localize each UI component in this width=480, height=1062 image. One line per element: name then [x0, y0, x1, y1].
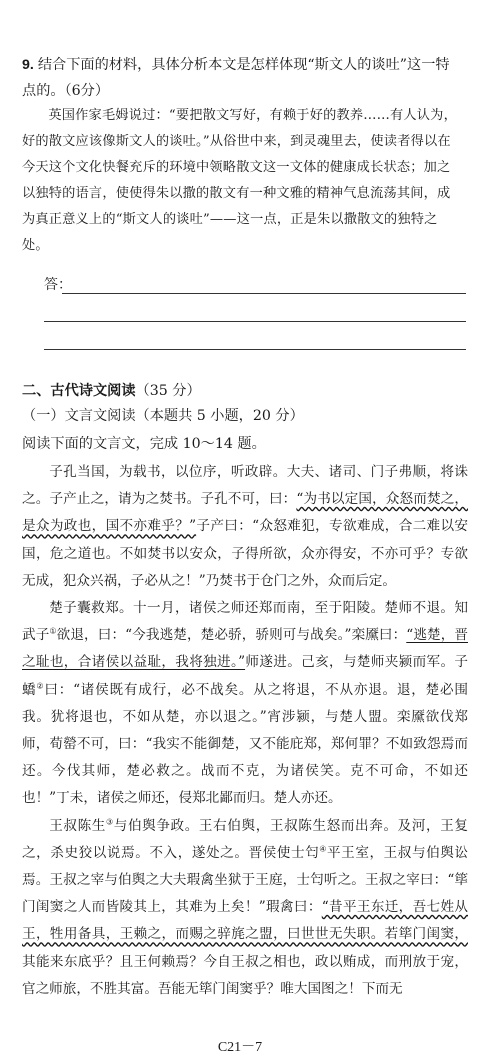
page-footer: C21－7: [217, 1040, 263, 1055]
p3-text-a: 王叔陈生: [49, 817, 106, 834]
answer-line-2[interactable]: [44, 321, 466, 322]
p2-text-c: 师遂进。己亥，与楚师夹颍而军。子蟜: [22, 654, 468, 698]
paragraph-2: [22, 595, 468, 813]
footnote-marker-2: ②: [36, 681, 45, 691]
paragraph-3: [22, 813, 468, 1003]
classical-text: [22, 459, 468, 1003]
p3-text-b: 与伯舆争政。王右伯舆，王叔陈生怒而出奔。及河，王复之，杀史狡以说焉。不入，遂处之。晋侯使士匄: [22, 817, 469, 861]
p3-underlined-sentence: “昔平王东迁，吾七姓从王，牲用备具，王赖之，而赐之骍旄之盟，曰世世无失职。若筚门闺窦，: [22, 899, 468, 943]
p2-text-a: 楚子囊救郑。十一月，诸侯之师还郑而南，至于阳陵。楚师不退。知武子: [22, 600, 468, 644]
question-text: 结合下面的材料，具体分析本文是怎样体现“斯文人的谈吐”这一特点的。（6分）: [22, 57, 450, 99]
footnote-marker-4: ④: [319, 844, 328, 854]
answer-line-1[interactable]: [62, 293, 466, 294]
answer-label: 答：: [44, 277, 72, 293]
p3-text-d: 其能来东底乎？且王何赖焉？今自王叔之相也，政以贿成，而刑放于宠，官之师旅，不胜其富。吾能无筚门闺窦乎？唯大国图之！下而无: [22, 953, 468, 997]
p2-underlined-sentence: “逃楚，晋之耻也，合诸侯以益耻，我将独进。”: [22, 627, 469, 671]
answer-line-3[interactable]: [44, 349, 466, 350]
section-title: [22, 378, 201, 404]
p3-text-c: 平王室，王叔与伯舆讼焉。王叔之宰与伯舆之大夫瑕禽坐狱于王庭，士匄听之。王叔之宰曰：“筚门闺窦之人而皆陵其上，其难为上矣！”瑕禽曰：: [22, 844, 469, 916]
question-9: [22, 52, 462, 104]
p1-text-b: 子产曰：“众怒难犯，专欲难成，合二难以安国，危之道也。不如焚书以安众，子得所欲，众亦得安，不亦可乎？专欲无成，犯众兴祸，子必从之！”乃焚书于仓门之外，众而后定。: [22, 518, 469, 589]
material-text: 英国作家毛姆说过：“要把散文写好，有赖于好的教养……有人认为，好的散文应该像斯文人的谈吐。”从俗世中来，到灵魂里去，使读者得以在今天这个文化快餐充斥的环境中领略散文这一文体的健康成长状态；加之以独特的语言，使使得朱以撒的散文有一种文雅的精神气息流荡其间，成为真正意义上的“斯文人的谈吐”——这一点，正是朱以撒散文的独特之处。: [22, 108, 457, 253]
footnote-marker-1: ①: [49, 626, 57, 636]
subsection-title: （一）文言文阅读（本题共 5 小题，20 分）: [22, 408, 304, 424]
p1-text-a: 子孔当国，为载书，以位序，听政辟。大夫、诸司、门子弗顺，将诛之。子产止之，请为之焚书。子孔不可，曰：: [22, 464, 468, 508]
paragraph-1: [22, 459, 468, 595]
p2-text-d: 曰：“诸侯既有成行，必不战矣。从之将退，不从亦退。退，楚必围我。犹将退也，不如从楚，亦以退之。”宵涉颍，与楚人盟。栾黡欲伐郑师，荀罃不可，曰：“我实不能御楚，又不能庇郑，郑何罪？不如致怨焉而还。今伐其师，楚必救之。战而不克，为诸侯笑。克不可命，不如还也！”丁未，诸侯之师还，侵郑北鄙而归。楚人亦还。: [22, 681, 469, 807]
p2-text-b: 欲退，曰：“今我逃楚，楚必骄，骄则可与战矣。”栾黡曰：: [56, 627, 407, 644]
material-passage: [22, 103, 462, 259]
p1-underlined-sentence: “为书以定国，众怒而焚之，是众为政也，国不亦难乎？”: [22, 491, 468, 535]
reading-instruction: 阅读下面的文言文，完成 10～14 题。: [22, 436, 266, 452]
footnote-marker-3: ③: [105, 817, 114, 827]
section-title-text: 二、古代诗文阅读: [22, 383, 136, 399]
question-number: 9.: [22, 57, 34, 73]
section-points: （35 分）: [135, 383, 201, 399]
